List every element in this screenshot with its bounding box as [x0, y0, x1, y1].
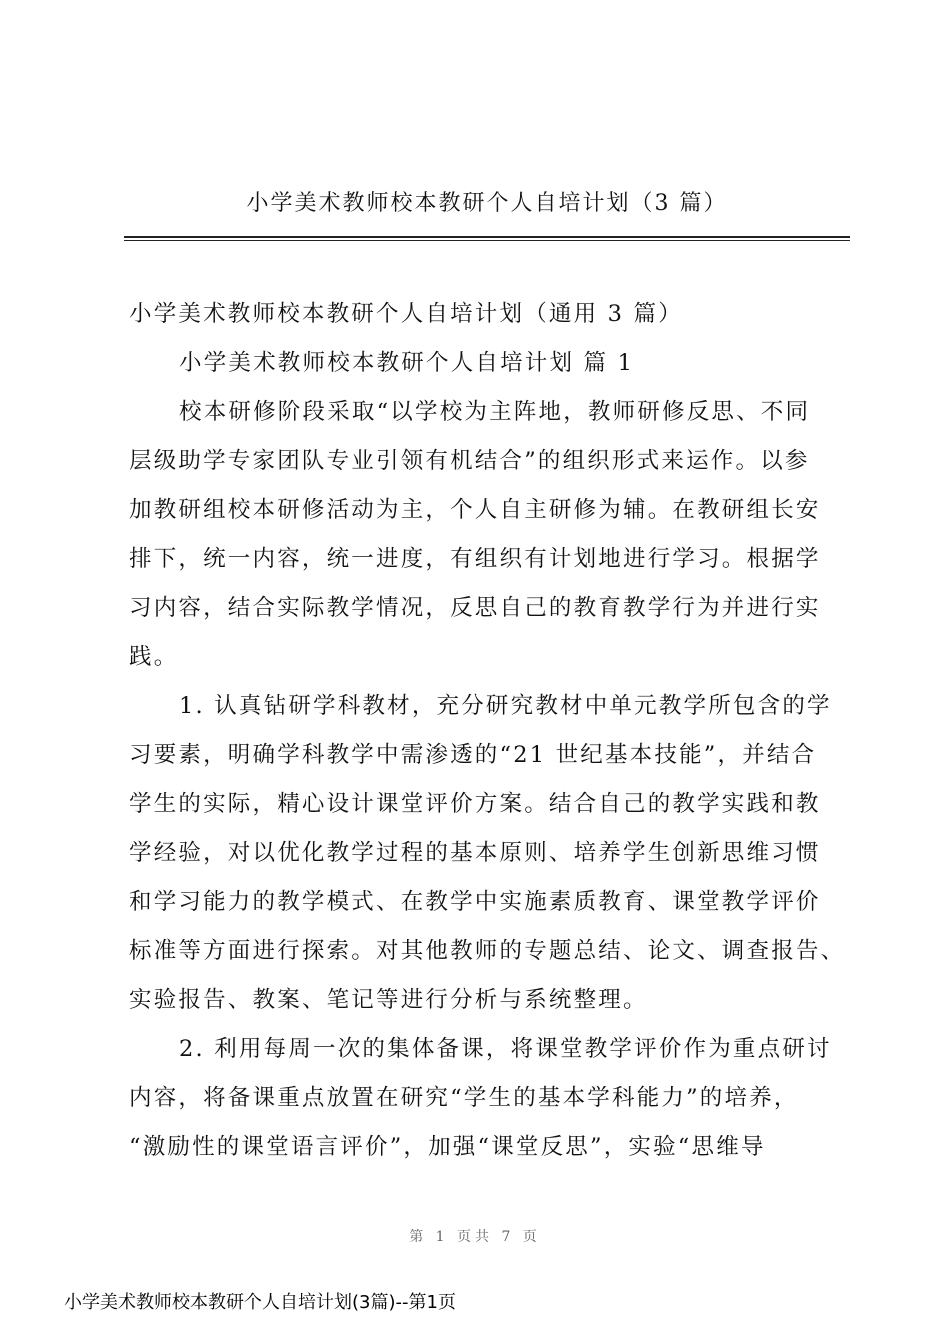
- paragraph-line: 习内容，结合实际教学情况，反思自己的教育教学行为并进行实: [129, 595, 821, 621]
- paragraph-line: 践。: [129, 644, 179, 670]
- document-title: 小学美术教师校本教研个人自培计划（3 篇）: [246, 191, 728, 216]
- header-divider: [124, 236, 850, 241]
- paragraph-line: 实验报告、教案、笔记等进行分析与系统整理。: [129, 987, 648, 1013]
- paragraph-line: 排下，统一内容，统一进度，有组织有计划地进行学习。根据学: [129, 546, 821, 572]
- paragraph-line: 学经验，对以优化教学过程的基本原则、培养学生创新思维习惯: [129, 840, 821, 866]
- paragraph-line: 加教研组校本研修活动为主，个人自主研修为辅。在教研组长安: [129, 497, 821, 523]
- page-number-footer: 第 1 页共 7 页: [409, 1229, 541, 1245]
- paragraph-line: 2. 利用每周一次的集体备课，将课堂教学评价作为重点研讨: [179, 1036, 832, 1062]
- paragraph-line: 标准等方面进行探索。对其他教师的专题总结、论文、调查报告、: [129, 938, 846, 964]
- paragraph-line: 1. 认真钻研学科教材，充分研究教材中单元教学所包含的学: [179, 693, 832, 719]
- paragraph-line: 学生的实际，精心设计课堂评价方案。结合自己的教学实践和教: [129, 791, 821, 817]
- paragraph-line: 校本研修阶段采取“以学校为主阵地，教师研修反思、不同: [179, 399, 811, 425]
- section-heading: 小学美术教师校本教研个人自培计划 篇 1: [179, 350, 635, 376]
- page-caption: 小学美术教师校本教研个人自培计划(3篇)--第1页: [64, 1292, 456, 1313]
- paragraph-line: 和学习能力的教学模式、在教学中实施素质教育、课堂教学评价: [129, 889, 821, 915]
- document-body: [129, 296, 845, 1178]
- paragraph-line: 习要素，明确学科教学中需渗透的“21 世纪基本技能”，并结合: [129, 742, 817, 768]
- paragraph-line: “激励性的课堂语言评价”，加强“课堂反思”，实验“思维导: [129, 1134, 766, 1160]
- paragraph-line: 内容，将备课重点放置在研究“学生的基本学科能力”的培养，: [129, 1085, 799, 1111]
- paragraph-line: 层级助学专家团队专业引领有机结合”的组织形式来运作。以参: [129, 448, 810, 474]
- subtitle-line: 小学美术教师校本教研个人自培计划（通用 3 篇）: [129, 301, 683, 327]
